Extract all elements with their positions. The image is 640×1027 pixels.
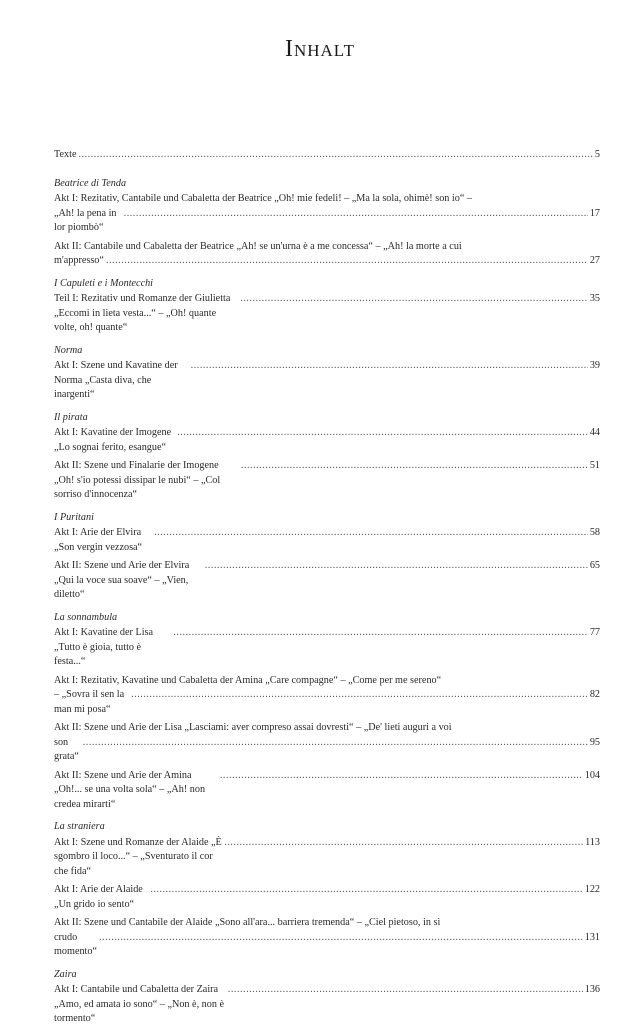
entry-text-line: Akt I: Rezitativ, Kavatine und Cabaletta der Amina „Care compagne“ – „Come per me sereno“ (54, 674, 442, 686)
section-title: I Capuleti e i Montecchi (54, 277, 154, 289)
page-number: 17 (589, 207, 600, 219)
page-number: 131 (584, 931, 600, 943)
toc-entry[interactable] (54, 916, 600, 960)
page-number: 5 (594, 149, 600, 160)
dot-leader (228, 983, 583, 998)
toc-entry[interactable] (54, 359, 600, 403)
dot-leader (99, 931, 583, 946)
page-number: 95 (589, 736, 600, 748)
dot-leader (191, 359, 588, 374)
toc-entry[interactable] (54, 836, 600, 880)
toc-entry[interactable] (54, 769, 600, 813)
page-number: 136 (584, 984, 600, 995)
entry-text-line: Teil I: Rezitativ und Romanze der Giulietta „Eccomi in lieta vesta...“ – „Oh! quante volte, oh! quante“ (54, 293, 231, 333)
entry-text-line: Akt I: Szene und Kavatine der Norma „Casta diva, che inargenti“ (54, 360, 178, 400)
toc-entry[interactable] (54, 674, 600, 718)
entry-text-line: Akt II: Cantabile und Cabaletta der Beatrice „Ah! se un'urna è a me concessa“ – „Ah! la morte a cui (54, 240, 462, 252)
entry-text-line: Akt II: Szene und Cantabile der Alaide „Sono all'ara... barriera tremenda“ – „Ciel pietoso, in sì (54, 917, 441, 928)
dot-leader (241, 459, 588, 474)
dot-leader (154, 526, 588, 541)
toc-entry[interactable] (54, 626, 600, 670)
page-number: 77 (589, 627, 600, 638)
dot-leader (106, 254, 588, 269)
entry-text-line: Akt II: Szene und Arie der Lisa „Lasciami: aver compreso assai dovresti“ – „De' lieti auguri a voi (54, 722, 452, 733)
section-title: La straniera (54, 821, 105, 832)
dot-leader (224, 836, 583, 851)
entry-text-line: Akt I: Kavatine der Lisa „Tutto è gioia, tutto è festa...“ (54, 627, 154, 667)
dot-leader (150, 883, 582, 898)
entry-text-line: son grata“ (54, 736, 79, 762)
entry-text-line: Akt I: Szene und Romanze der Alaide „È sgombro il loco...“ – „Sventurato il cor che fida“ (54, 836, 222, 877)
page-number: 58 (589, 527, 600, 538)
dot-leader (240, 292, 588, 307)
page-number: 51 (589, 460, 600, 471)
toc-entry[interactable] (54, 192, 600, 236)
page-number: 122 (584, 884, 600, 895)
page-title: Inhalt (284, 36, 356, 62)
page-number: 104 (584, 769, 600, 781)
page-number: 113 (585, 836, 600, 848)
entry-text-line: Akt I: Arie der Elvira „Son vergin vezzosa“ (54, 527, 143, 553)
page-number: 82 (589, 689, 600, 700)
dot-leader (205, 559, 588, 574)
entry-label: Texte (54, 149, 77, 160)
section-title: I Puritani (54, 511, 94, 523)
page-number: 65 (589, 560, 600, 571)
entry-text-line: – „Sovra il sen la man mi posa“ (54, 689, 125, 715)
toc-entry-texte[interactable] (54, 148, 600, 163)
entry-text-line: Akt II: Szene und Finalarie der Imogene „Oh! s'io potessi dissipar le nubi“ – „Col sorriso d'innocenza“ (54, 460, 221, 500)
toc-entry[interactable] (54, 883, 600, 912)
entry-text-line: Akt I: Arie der Alaide „Un grido io sento“ (54, 884, 143, 910)
page-number: 39 (589, 360, 600, 371)
dot-leader (124, 207, 588, 222)
toc-entry[interactable] (54, 459, 600, 503)
section-title: Norma (54, 344, 83, 356)
entry-text-line: Akt I: Kavatine der Imogene „Lo sognai ferito, esangue“ (54, 427, 172, 453)
toc-entry[interactable] (54, 426, 600, 455)
entry-text-line: m'appresso“ (54, 255, 104, 266)
section-title: La sonnambula (54, 611, 118, 623)
entry-text-line: Akt I: Rezitativ, Cantabile und Cabaletta der Beatrice „Oh! mie fedeli! – „Ma la sola, ohimè! son io“ – (54, 193, 473, 204)
toc-entry[interactable] (54, 292, 600, 336)
entry-text-line: Akt I: Cantabile und Cabaletta der Zaira „Amo, ed amata io sono“ – „Non è, non è tormento“ (54, 984, 225, 1024)
dot-leader (173, 626, 587, 641)
entry-text-line: Akt II: Szene und Arie der Amina „Oh!... se una volta sola“ – „Ah! non credea mirarti“ (54, 769, 206, 810)
toc-entry[interactable] (54, 721, 600, 765)
page-number: 35 (589, 293, 600, 304)
dot-leader (177, 426, 588, 441)
page-number: 27 (589, 255, 600, 266)
entry-text-line: „Ah! la pena in lor piombò“ (54, 207, 117, 233)
section-title: Beatrice di Tenda (54, 177, 127, 189)
dot-leader (78, 148, 592, 163)
entry-text-line: Akt II: Szene und Arie der Elvira „Qui la voce sua soave“ – „Vien, diletto“ (54, 560, 190, 600)
dot-leader (83, 736, 588, 751)
section-title: Il pirata (54, 411, 88, 423)
dot-leader (220, 769, 583, 784)
page-number: 44 (589, 427, 600, 438)
dot-leader (131, 688, 588, 703)
table-of-contents (54, 148, 600, 1027)
toc-entry[interactable] (54, 559, 600, 603)
toc-entry[interactable] (54, 240, 600, 269)
toc-entry[interactable] (54, 983, 600, 1027)
toc-entry[interactable] (54, 526, 600, 555)
entry-text-line: crudo momento“ (54, 931, 98, 957)
section-title: Zaira (54, 968, 77, 980)
